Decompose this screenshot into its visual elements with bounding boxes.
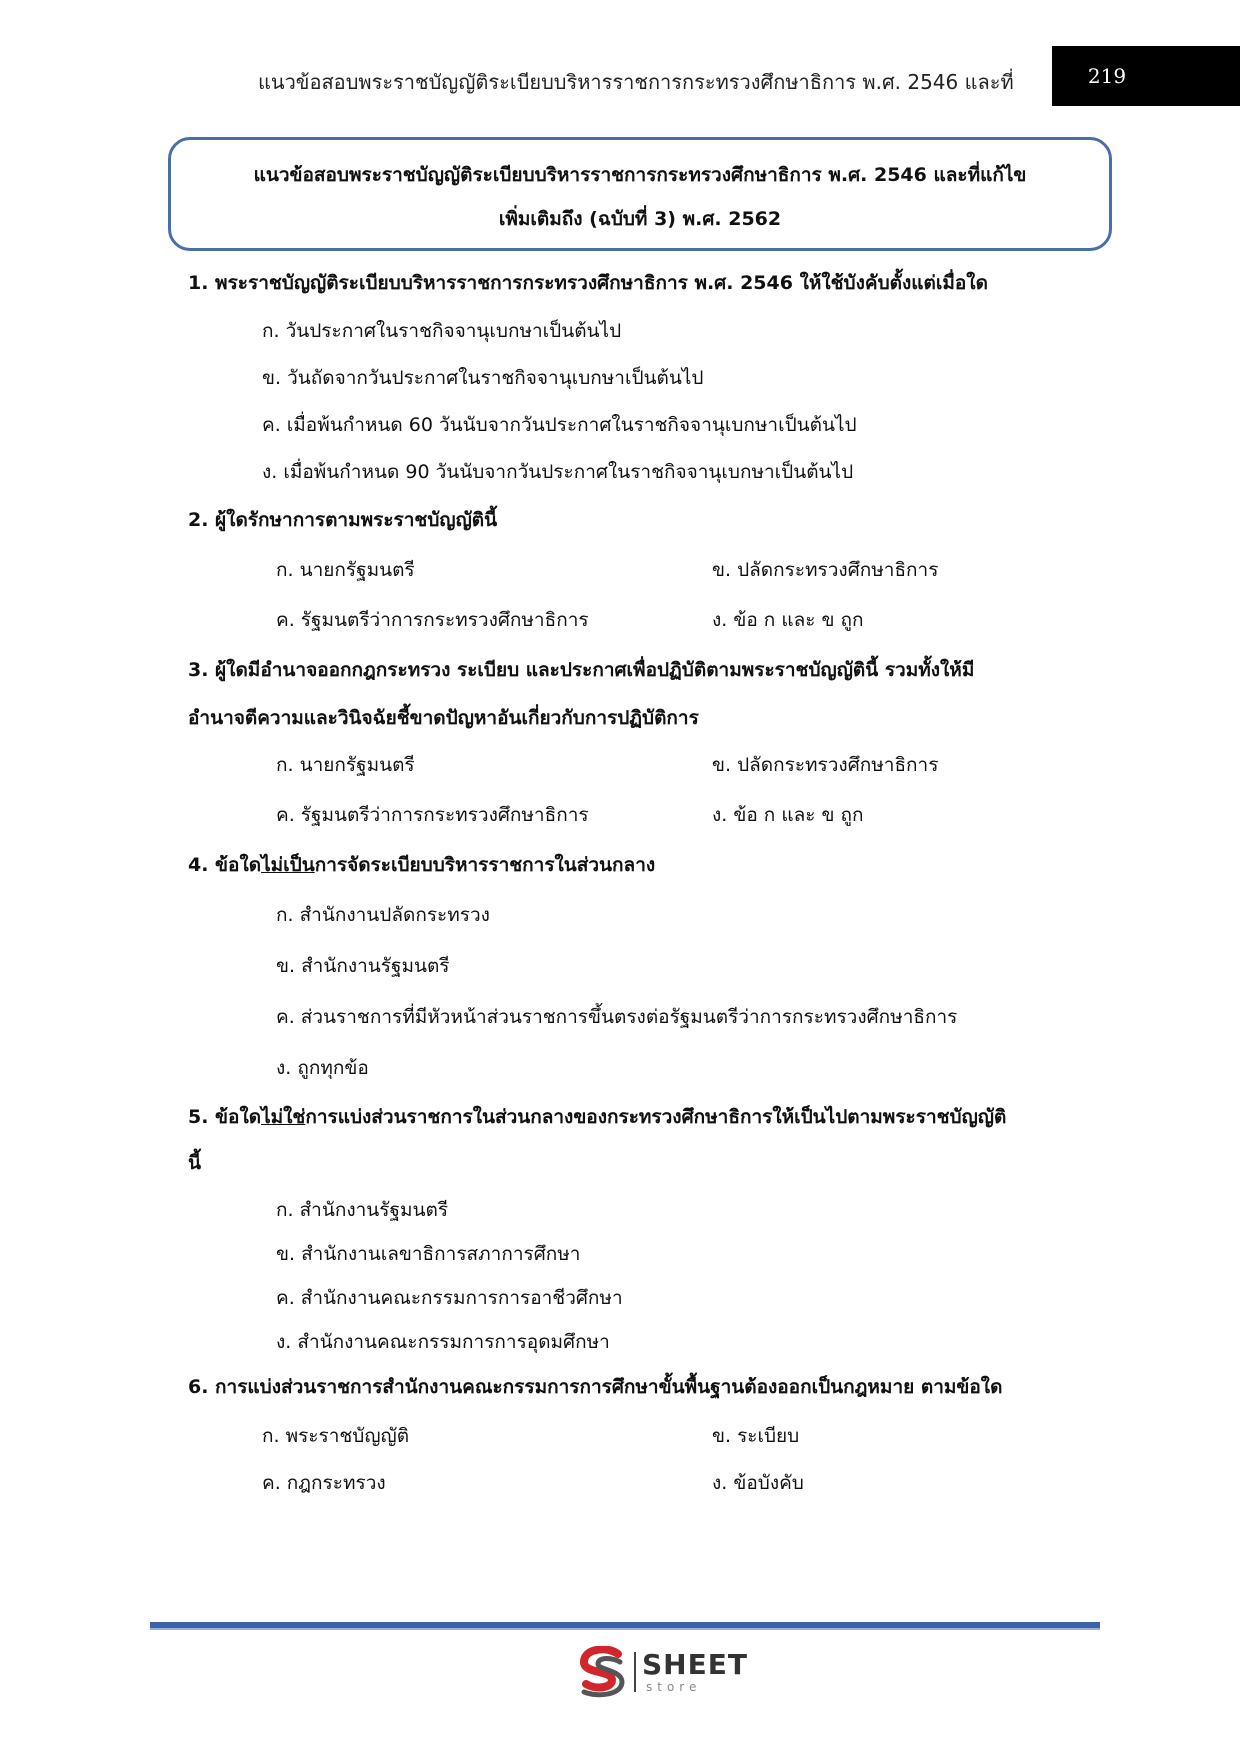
question-4-suffix: การจัดระเบียบบริหารราชการในส่วนกลาง bbox=[314, 854, 656, 876]
question-3-line-1: 3. ผู้ใดมีอำนาจออกกฎกระทรวง ระเบียบ และประกาศเพื่อปฏิบัติตามพระราชบัญญัตินี้ รวมทั้งให้มี bbox=[188, 659, 975, 681]
title-line-2: เพิ่มเติมถึง (ฉบับที่ 3) พ.ศ. 2562 bbox=[498, 208, 782, 230]
question-4-option-c: ค. ส่วนราชการที่มีหัวหน้าส่วนราชการขึ้นตรงต่อรัฐมนตรีว่าการกระทรวงศึกษาธิการ bbox=[276, 1006, 958, 1028]
question-5 bbox=[188, 1102, 1006, 1132]
question-2-option-d: ง. ข้อ ก และ ข ถูก bbox=[712, 609, 864, 631]
question-5-option-a: ก. สำนักงานรัฐมนตรี bbox=[276, 1199, 449, 1221]
title-box bbox=[168, 137, 1112, 251]
running-title: แนวข้อสอบพระราชบัญญัติระเบียบบริหารราชการกระทรวงศึกษาธิการ พ.ศ. 2546 และที่ bbox=[258, 70, 1014, 94]
question-6: 6. การแบ่งส่วนราชการสำนักงานคณะกรรมการการศึกษาขั้นพื้นฐานต้องออกเป็นกฎหมาย ตามข้อใด bbox=[188, 1376, 1003, 1398]
question-2-option-a: ก. นายกรัฐมนตรี bbox=[276, 559, 415, 581]
question-3-option-d: ง. ข้อ ก และ ข ถูก bbox=[712, 804, 864, 826]
question-4-option-d: ง. ถูกทุกข้อ bbox=[276, 1057, 369, 1079]
question-1: 1. พระราชบัญญัติระเบียบบริหารราชการกระทรวงศึกษาธิการ พ.ศ. 2546 ให้ใช้บังคับตั้งแต่เมื่อใด bbox=[188, 272, 988, 294]
sheet-store-s-icon bbox=[578, 1646, 626, 1698]
question-1-option-a: ก. วันประกาศในราชกิจจานุเบกษาเป็นต้นไป bbox=[262, 320, 622, 342]
question-5-option-b: ข. สำนักงานเลขาธิการสภาการศึกษา bbox=[276, 1243, 581, 1265]
question-2-option-c: ค. รัฐมนตรีว่าการกระทรวงศึกษาธิการ bbox=[276, 609, 589, 631]
question-4-option-b: ข. สำนักงานรัฐมนตรี bbox=[276, 955, 450, 977]
title-line-1: แนวข้อสอบพระราชบัญญัติระเบียบบริหารราชการกระทรวงศึกษาธิการ พ.ศ. 2546 และที่แก้ไข bbox=[253, 164, 1027, 186]
footer-rule bbox=[150, 1622, 1100, 1630]
question-6-option-d: ง. ข้อบังคับ bbox=[712, 1472, 804, 1494]
question-4-emphasis: ไม่เป็น bbox=[261, 854, 315, 876]
logo-divider bbox=[634, 1652, 636, 1692]
sheet-store-logo bbox=[578, 1646, 748, 1698]
page-number: 219 bbox=[1087, 64, 1127, 88]
question-2-option-b: ข. ปลัดกระทรวงศึกษาธิการ bbox=[712, 559, 939, 581]
question-5-emphasis: ไม่ใช่ bbox=[261, 1106, 306, 1128]
question-5-prefix: 5. ข้อใด bbox=[188, 1106, 262, 1128]
question-5-option-d: ง. สำนักงานคณะกรรมการการอุดมศึกษา bbox=[276, 1331, 610, 1353]
question-3-line-2: อำนาจตีความและวินิจฉัยชี้ขาดปัญหาอันเกี่ยวกับการปฏิบัติการ bbox=[188, 707, 699, 729]
question-5-suffix: การแบ่งส่วนราชการในส่วนกลางของกระทรวงศึกษาธิการให้เป็นไปตามพระราชบัญญัติ bbox=[305, 1106, 1007, 1128]
question-6-option-a: ก. พระราชบัญญัติ bbox=[262, 1425, 410, 1447]
question-4-prefix: 4. ข้อใด bbox=[188, 854, 262, 876]
page-number-box bbox=[1052, 46, 1240, 106]
logo-word: SHEET bbox=[642, 1648, 748, 1681]
question-1-option-b: ข. วันถัดจากวันประกาศในราชกิจจานุเบกษาเป็นต้นไป bbox=[262, 367, 704, 389]
question-6-option-c: ค. กฎกระทรวง bbox=[262, 1472, 386, 1494]
question-2: 2. ผู้ใดรักษาการตามพระราชบัญญัตินี้ bbox=[188, 509, 498, 531]
question-6-option-b: ข. ระเบียบ bbox=[712, 1425, 800, 1447]
logo-sub: store bbox=[646, 1680, 702, 1694]
question-3-option-b: ข. ปลัดกระทรวงศึกษาธิการ bbox=[712, 754, 939, 776]
question-1-option-d: ง. เมื่อพ้นกำหนด 90 วันนับจากวันประกาศในราชกิจจานุเบกษาเป็นต้นไป bbox=[262, 461, 854, 483]
question-3-option-c: ค. รัฐมนตรีว่าการกระทรวงศึกษาธิการ bbox=[276, 804, 589, 826]
question-3-option-a: ก. นายกรัฐมนตรี bbox=[276, 754, 415, 776]
question-5-continuation: นี้ bbox=[188, 1152, 201, 1174]
question-4-option-a: ก. สำนักงานปลัดกระทรวง bbox=[276, 904, 490, 926]
question-5-option-c: ค. สำนักงานคณะกรรมการการอาชีวศึกษา bbox=[276, 1287, 623, 1309]
question-4 bbox=[188, 850, 655, 880]
running-header bbox=[0, 40, 1240, 106]
question-1-option-c: ค. เมื่อพ้นกำหนด 60 วันนับจากวันประกาศในราชกิจจานุเบกษาเป็นต้นไป bbox=[262, 414, 857, 436]
